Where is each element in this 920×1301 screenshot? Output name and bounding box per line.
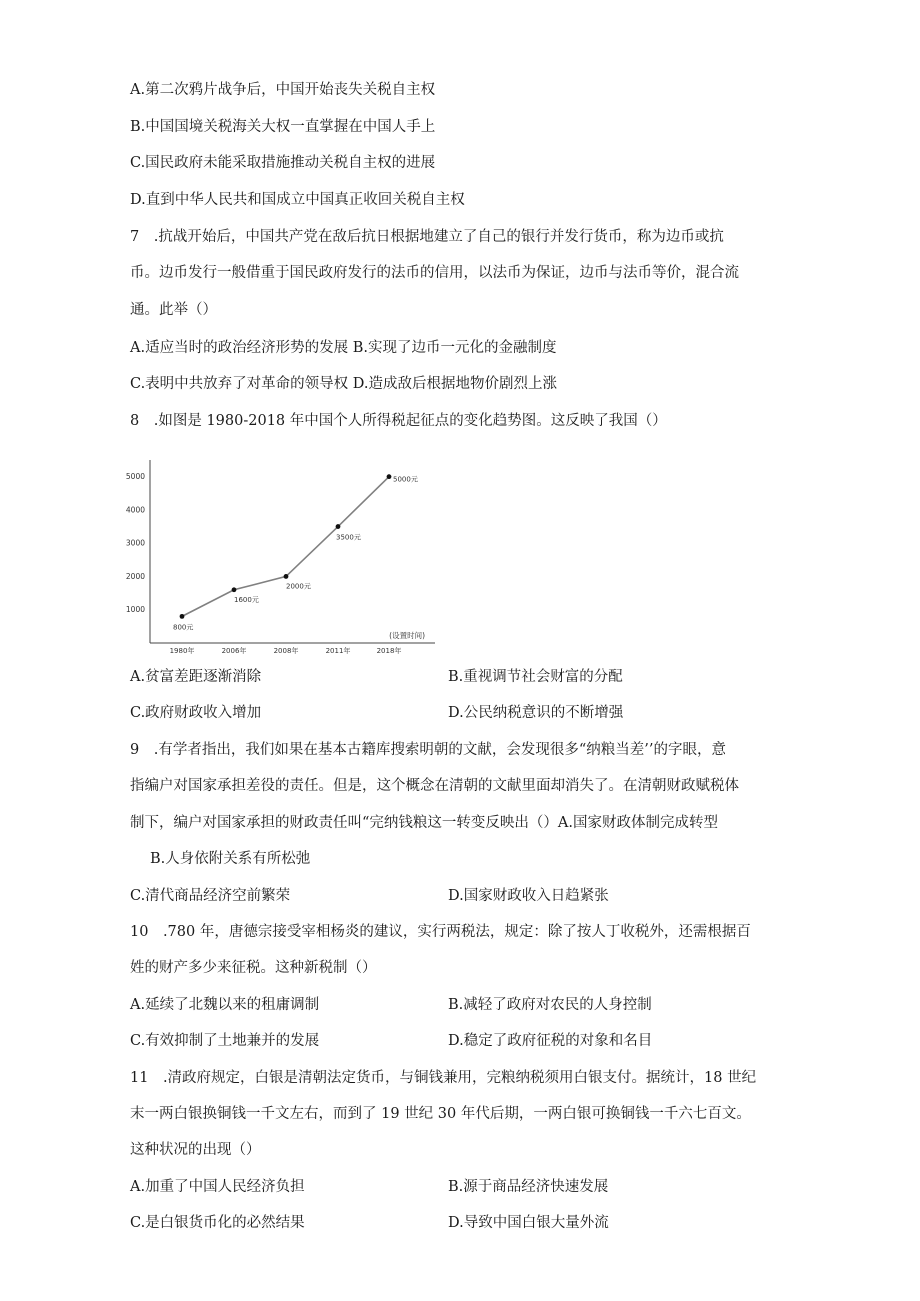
chart-data-label: 1600元 xyxy=(234,595,259,604)
chart-y-tick-label: 2000 xyxy=(125,571,145,581)
chart-axes xyxy=(150,460,435,643)
chart-x-ticks xyxy=(170,646,402,655)
chart-x-tick-label: 1980年 xyxy=(169,647,195,655)
q9-stem-line-1: 9 .有学者指出，我们如果在基本古籍库搜索明朝的文献，会发现很多“纳粮当差’’的字眼，意 xyxy=(130,742,726,758)
chart-x-tick-label: 2008年 xyxy=(273,647,299,655)
chart-data-point xyxy=(180,614,185,619)
chart-series xyxy=(173,474,418,631)
chart-data-label: 3500元 xyxy=(336,533,361,542)
tax-threshold-chart xyxy=(125,455,445,660)
q6-option-c: C.国民政府未能采取措施推动关税自主权的进展 xyxy=(130,155,436,171)
q9-stem-line-2: 指编户对国家承担差役的责任。但是，这个概念在清朝的文献里面却消失了。在清朝财政赋税体 xyxy=(130,778,739,794)
chart-y-tick-label: 3000 xyxy=(125,538,145,548)
chart-data-label: 2000元 xyxy=(286,582,311,591)
chart-data-label: 800元 xyxy=(173,623,194,632)
q9-option-d: D.国家财政收入日趋紧张 xyxy=(448,888,609,904)
q11-stem-line-2: 末一两白银换铜钱一千文左右，而到了 19 世纪 30 年代后期，一两白银可换铜钱一千六七百文。 xyxy=(130,1106,751,1122)
q6-option-b: B.中国国境关税海关大权一直掌握在中国人手上 xyxy=(130,119,436,135)
q10-stem-line-1: 10 .780 年，唐德宗接受宰相杨炎的建议，实行两税法，规定：除了按人丁收税外，还需根据百 xyxy=(130,924,751,940)
q7-options-ab: A.适应当时的政治经济形势的发展 B.实现了边币一元化的金融制度 xyxy=(130,340,557,356)
q9-option-c: C.清代商品经济空前繁荣 xyxy=(130,888,291,904)
q11-stem-line-1: 11 .清政府规定，白银是清朝法定货币，与铜钱兼用，完粮纳税须用白银支付。据统计，18 世纪 xyxy=(130,1070,757,1086)
q10-option-b: B.减轻了政府对农民的人身控制 xyxy=(448,997,652,1013)
chart-y-tick-label: 1000 xyxy=(125,605,145,615)
q6-option-a: A.第二次鸦片战争后，中国开始丧失关税自主权 xyxy=(130,82,436,98)
chart-x-tick-label: 2018年 xyxy=(376,647,402,655)
chart-y-tick-label: 4000 xyxy=(125,505,145,515)
q8-stem: 8 .如图是 1980-2018 年中国个人所得税起征点的变化趋势图。这反映了我国（） xyxy=(130,413,667,429)
chart-x-axis-label: (设置时间) xyxy=(389,631,425,640)
chart-data-point xyxy=(232,587,237,592)
q7-stem-line-2: 币。边币发行一般借重于国民政府发行的法币的信用，以法币为保证，边币与法币等价，混合流 xyxy=(130,265,739,281)
q11-option-c: C.是白银货币化的必然结果 xyxy=(130,1215,305,1231)
q11-option-b: B.源于商品经济快速发展 xyxy=(448,1179,609,1195)
q9-stem-line-3: 制下，编户对国家承担的财政责任叫“完纳钱粮这一转变反映出（）A.国家财政体制完成转型 xyxy=(130,815,718,831)
chart-x-tick-label: 2011年 xyxy=(325,647,351,655)
q10-option-d: D.稳定了政府征税的对象和名目 xyxy=(448,1033,653,1049)
chart-data-point xyxy=(336,524,341,529)
chart-data-point xyxy=(284,574,289,579)
q7-options-cd: C.表明中共放弃了对革命的领导权 D.造成敌后根据地物价剧烈上涨 xyxy=(130,376,558,392)
q6-option-d: D.直到中华人民共和国成立中国真正收回关税自主权 xyxy=(130,192,465,208)
q8-option-c: C.政府财政收入增加 xyxy=(130,705,262,721)
chart-data-label: 5000元 xyxy=(393,475,418,484)
q8-option-d: D.公民纳税意识的不断增强 xyxy=(448,705,624,721)
q10-option-c: C.有效抑制了土地兼并的发展 xyxy=(130,1033,320,1049)
chart-series-line xyxy=(182,477,389,617)
q11-option-a: A.加重了中国人民经济负担 xyxy=(130,1179,305,1195)
chart-x-tick-label: 2006年 xyxy=(221,647,247,655)
q9-option-b: B.人身依附关系有所松弛 xyxy=(150,851,311,867)
q11-stem-line-3: 这种状况的出现（） xyxy=(130,1142,261,1158)
q8-option-b: B.重视调节社会财富的分配 xyxy=(448,669,623,685)
chart-y-tick-label: 5000 xyxy=(125,472,145,482)
chart-data-point xyxy=(387,474,392,479)
chart-y-ticks xyxy=(126,472,145,614)
q7-stem-line-1: 7 .抗战开始后，中国共产党在敌后抗日根据地建立了自己的银行并发行货币，称为边币或抗 xyxy=(130,229,724,245)
q11-option-d: D.导致中国白银大量外流 xyxy=(448,1215,609,1231)
q10-option-a: A.延续了北魏以来的租庸调制 xyxy=(130,997,320,1013)
q7-stem-line-3: 通。此举（） xyxy=(130,302,217,318)
q8-option-a: A.贫富差距逐渐消除 xyxy=(130,669,262,685)
q10-stem-line-2: 姓的财产多少来征税。这种新税制（） xyxy=(130,960,377,976)
